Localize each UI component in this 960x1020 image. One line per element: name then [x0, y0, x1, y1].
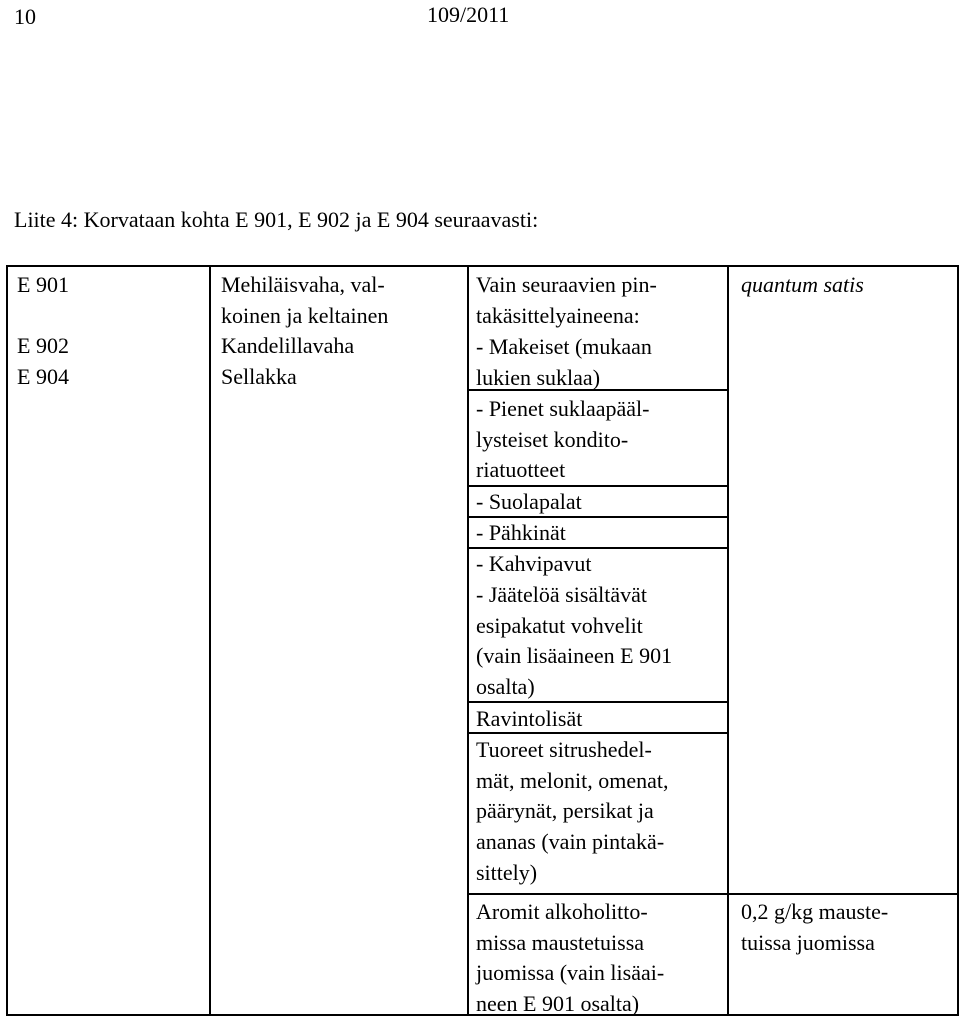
page-number: 10: [14, 4, 36, 29]
column-divider: [727, 267, 729, 1014]
use-item: - Pienet suklaapääl- lysteiset kondito- riatuotteet: [476, 396, 650, 483]
column-divider: [209, 267, 211, 1014]
row-divider: [467, 893, 959, 895]
use-item: - Kahvipavut: [476, 551, 592, 576]
use-item: - Pähkinät: [476, 520, 566, 545]
use-item: - Makeiset (mukaan lukien suklaa): [476, 334, 652, 390]
use-item: Aromit alkoholitto- missa maustetuissa juomissa (vain lisäai- neen E 901 osalta): [476, 899, 665, 1017]
use-item: - Jäätelöä sisältävät esipakatut vohvelit (vain lisäaineen E 901 osalta): [476, 582, 673, 700]
additive-substances: Mehiläisvaha, val- koinen ja keltainen Kandelillavaha Sellakka: [221, 272, 389, 390]
max-level: 0,2 g/kg mauste- tuissa juomissa: [741, 899, 889, 955]
issue-number: 109/2011: [427, 2, 510, 27]
additive-codes: E 901 E 902 E 904: [17, 272, 69, 390]
use-item: Vain seuraavien pin- takäsittelyaineena:: [476, 272, 657, 328]
additive-table: [6, 265, 959, 1016]
use-item: Ravintolisät: [476, 706, 583, 731]
use-item: Tuoreet sitrushedel- mät, melonit, omenat, päärynät, persikat ja ananas (vain pintakä- sittely): [476, 737, 669, 885]
appendix-heading: Liite 4: Korvataan kohta E 901, E 902 ja E 904 seuraavasti:: [14, 207, 539, 232]
column-divider: [467, 267, 469, 1014]
max-level: quantum satis: [741, 272, 864, 297]
use-item: - Suolapalat: [476, 489, 582, 514]
